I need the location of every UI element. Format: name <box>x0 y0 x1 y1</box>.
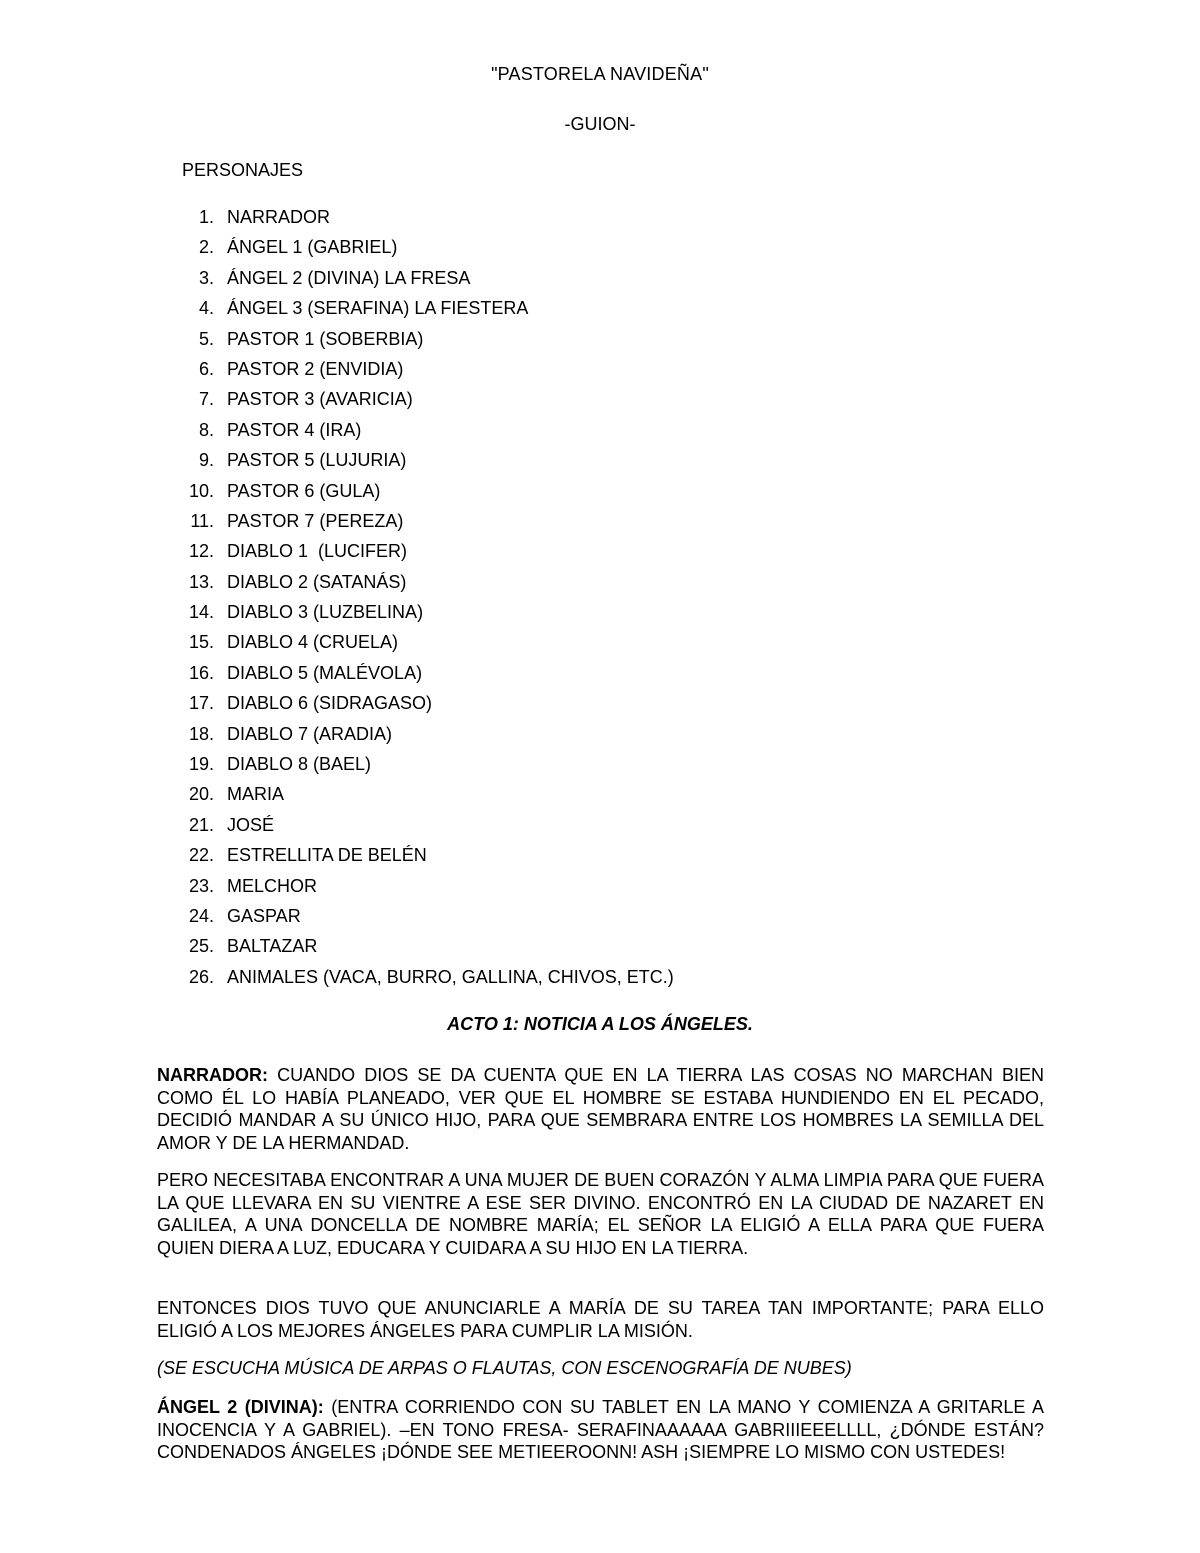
cast-item-name: MARIA <box>227 784 285 805</box>
cast-item-name: PASTOR 3 (AVARICIA) <box>227 389 413 410</box>
cast-item-number: 21. <box>188 814 214 835</box>
cast-list-item <box>180 357 674 387</box>
cast-item-name: PASTOR 4 (IRA) <box>227 419 362 440</box>
cast-list-item <box>180 387 674 417</box>
cast-item-number: 19. <box>188 754 214 775</box>
cast-list-item <box>180 570 674 600</box>
cast-item-name: ÁNGEL 3 (SERAFINA) LA FIESTERA <box>227 298 529 319</box>
document-subtitle: -GUION- <box>564 114 636 134</box>
speaker-label: ÁNGEL 2 (DIVINA): <box>157 1397 324 1417</box>
cast-list-item <box>180 235 674 265</box>
cast-item-number: 4. <box>198 298 214 319</box>
cast-list-item <box>180 539 674 569</box>
cast-list-item <box>180 296 674 326</box>
cast-list-item <box>180 782 674 812</box>
cast-item-number: 23. <box>188 875 214 896</box>
cast-item-name: PASTOR 1 (SOBERBIA) <box>227 328 424 349</box>
cast-item-name: ESTRELLITA DE BELÉN <box>227 845 427 866</box>
cast-list-item <box>180 722 674 752</box>
cast-list-item <box>180 904 674 934</box>
cast-item-name: DIABLO 1 (LUCIFER) <box>227 541 408 562</box>
speaker-label: NARRADOR: <box>157 1065 268 1085</box>
cast-list-item <box>180 691 674 721</box>
cast-item-name: PASTOR 5 (LUJURIA) <box>227 450 407 471</box>
cast-list-item <box>180 448 674 478</box>
cast-list-item <box>180 509 674 539</box>
cast-item-name: GASPAR <box>227 905 301 926</box>
cast-item-name: PASTOR 2 (ENVIDIA) <box>227 358 404 379</box>
cast-item-number: 6. <box>198 358 214 379</box>
cast-item-name: JOSÉ <box>227 814 275 835</box>
body-paragraph: PERO NECESITABA ENCONTRAR A UNA MUJER DE BUEN CORAZÓN Y ALMA LIMPIA PARA QUE FUERA LA QUE LLEVARA EN SU VIENTRE A ESE SER DIVINO. ENCONTRÓ EN LA CIUDAD DE NAZARET EN GALILEA, A UNA DONCELLA DE NOMBRE MARÍA; EL SEÑOR LA ELIGIÓ A ELLA PARA QUE FUERA QUIEN DIERA A LUZ, EDUCARA Y CUIDARA A SU HIJO EN LA TIERRA. <box>157 1170 1044 1258</box>
paragraph-text: CUANDO DIOS SE DA CUENTA QUE EN LA TIERRA LAS COSAS NO MARCHAN BIEN COMO ÉL LO HABÍA PLANEADO, VER QUE EL HOMBRE SE ESTABA HUNDIENDO EN EL PECADO, DECIDIÓ MANDAR A SU ÚNICO HIJO, PARA QUE SEMBRARA ENTRE LOS HOMBRES LA SEMILLA DEL AMOR Y DE LA HERMANDAD. <box>157 1065 1044 1153</box>
cast-item-name: DIABLO 8 (BAEL) <box>227 754 372 775</box>
cast-list-item <box>180 600 674 630</box>
act-title: ACTO 1: NOTICIA A LOS ÁNGELES. <box>447 1014 753 1034</box>
cast-list-item <box>180 874 674 904</box>
cast-item-number: 5. <box>198 328 214 349</box>
cast-item-number: 22. <box>188 845 214 866</box>
cast-item-number: 9. <box>198 450 214 471</box>
cast-item-name: MELCHOR <box>227 875 318 896</box>
cast-list-item <box>180 266 674 296</box>
cast-item-number: 20. <box>188 784 214 805</box>
cast-item-number: 16. <box>188 662 214 683</box>
paragraph-text: (ENTRA CORRIENDO CON SU TABLET EN LA MANO Y COMIENZA A GRITARLE A INOCENCIA Y A GABRIEL). –EN TONO FRESA- SERAFINAAAAAA GABRIIIEEELLLL, ¿DÓNDE ESTÁN? CONDENADOS ÁNGELES ¡DÓNDE SEE METIEEROONN! ASH ¡SIEMPRE LO MISMO CON USTEDES! <box>157 1397 1044 1463</box>
cast-item-number: 15. <box>188 632 214 653</box>
body-paragraph: ENTONCES DIOS TUVO QUE ANUNCIARLE A MARÍA DE SU TAREA TAN IMPORTANTE; PARA ELLO ELIGIÓ A LOS MEJORES ÁNGELES PARA CUMPLIR LA MISIÓN. <box>157 1298 1044 1341</box>
cast-item-name: NARRADOR <box>227 207 331 227</box>
stage-direction: (SE ESCUCHA MÚSICA DE ARPAS O FLAUTAS, CON ESCENOGRAFÍA DE NUBES) <box>157 1358 852 1378</box>
cast-list-item <box>180 630 674 660</box>
cast-item-name: ANIMALES (VACA, BURRO, GALLINA, CHIVOS, ETC.) <box>227 966 674 987</box>
cast-item-number: 3. <box>198 267 214 288</box>
cast-item-name: PASTOR 7 (PEREZA) <box>227 510 404 531</box>
cast-list <box>180 205 674 995</box>
cast-item-number: 1. <box>198 207 214 227</box>
cast-item-number: 10. <box>188 480 214 501</box>
cast-item-number: 17. <box>188 693 214 714</box>
cast-list-item <box>180 418 674 448</box>
cast-list-item <box>180 843 674 873</box>
cast-item-name: ÁNGEL 2 (DIVINA) LA FRESA <box>227 267 471 288</box>
cast-item-name: BALTAZAR <box>227 936 318 957</box>
cast-list-item <box>180 965 674 995</box>
cast-heading: PERSONAJES <box>182 160 304 180</box>
cast-item-name: ÁNGEL 1 (GABRIEL) <box>227 237 398 258</box>
cast-item-number: 14. <box>188 602 214 623</box>
cast-item-name: DIABLO 6 (SIDRAGASO) <box>227 693 433 714</box>
cast-item-number: 7. <box>198 389 214 410</box>
cast-item-name: DIABLO 5 (MALÉVOLA) <box>227 662 423 683</box>
cast-item-number: 25. <box>188 936 214 957</box>
cast-item-name: DIABLO 3 (LUZBELINA) <box>227 602 424 623</box>
cast-item-number: 8. <box>198 419 214 440</box>
cast-list-item <box>180 327 674 357</box>
cast-item-number: 13. <box>188 571 214 592</box>
cast-list-item <box>180 479 674 509</box>
cast-list-item <box>180 813 674 843</box>
cast-item-number: 26. <box>188 966 214 987</box>
cast-item-number: 11. <box>190 510 214 531</box>
cast-list-item <box>180 205 674 235</box>
cast-item-number: 2. <box>198 237 214 258</box>
cast-item-number: 24. <box>188 905 214 926</box>
cast-list-item <box>180 661 674 691</box>
cast-list-item <box>180 752 674 782</box>
document-title: "PASTORELA NAVIDEÑA" <box>491 64 709 84</box>
cast-item-name: DIABLO 4 (CRUELA) <box>227 632 399 653</box>
cast-item-name: DIABLO 7 (ARADIA) <box>227 723 393 744</box>
cast-item-name: PASTOR 6 (GULA) <box>227 480 381 501</box>
cast-item-name: DIABLO 2 (SATANÁS) <box>227 571 407 592</box>
cast-item-number: 12. <box>188 541 214 562</box>
cast-list-item <box>180 934 674 964</box>
cast-item-number: 18. <box>188 723 214 744</box>
narrator-paragraph <box>157 1064 1044 1154</box>
angel-dialogue-paragraph <box>157 1396 1044 1464</box>
